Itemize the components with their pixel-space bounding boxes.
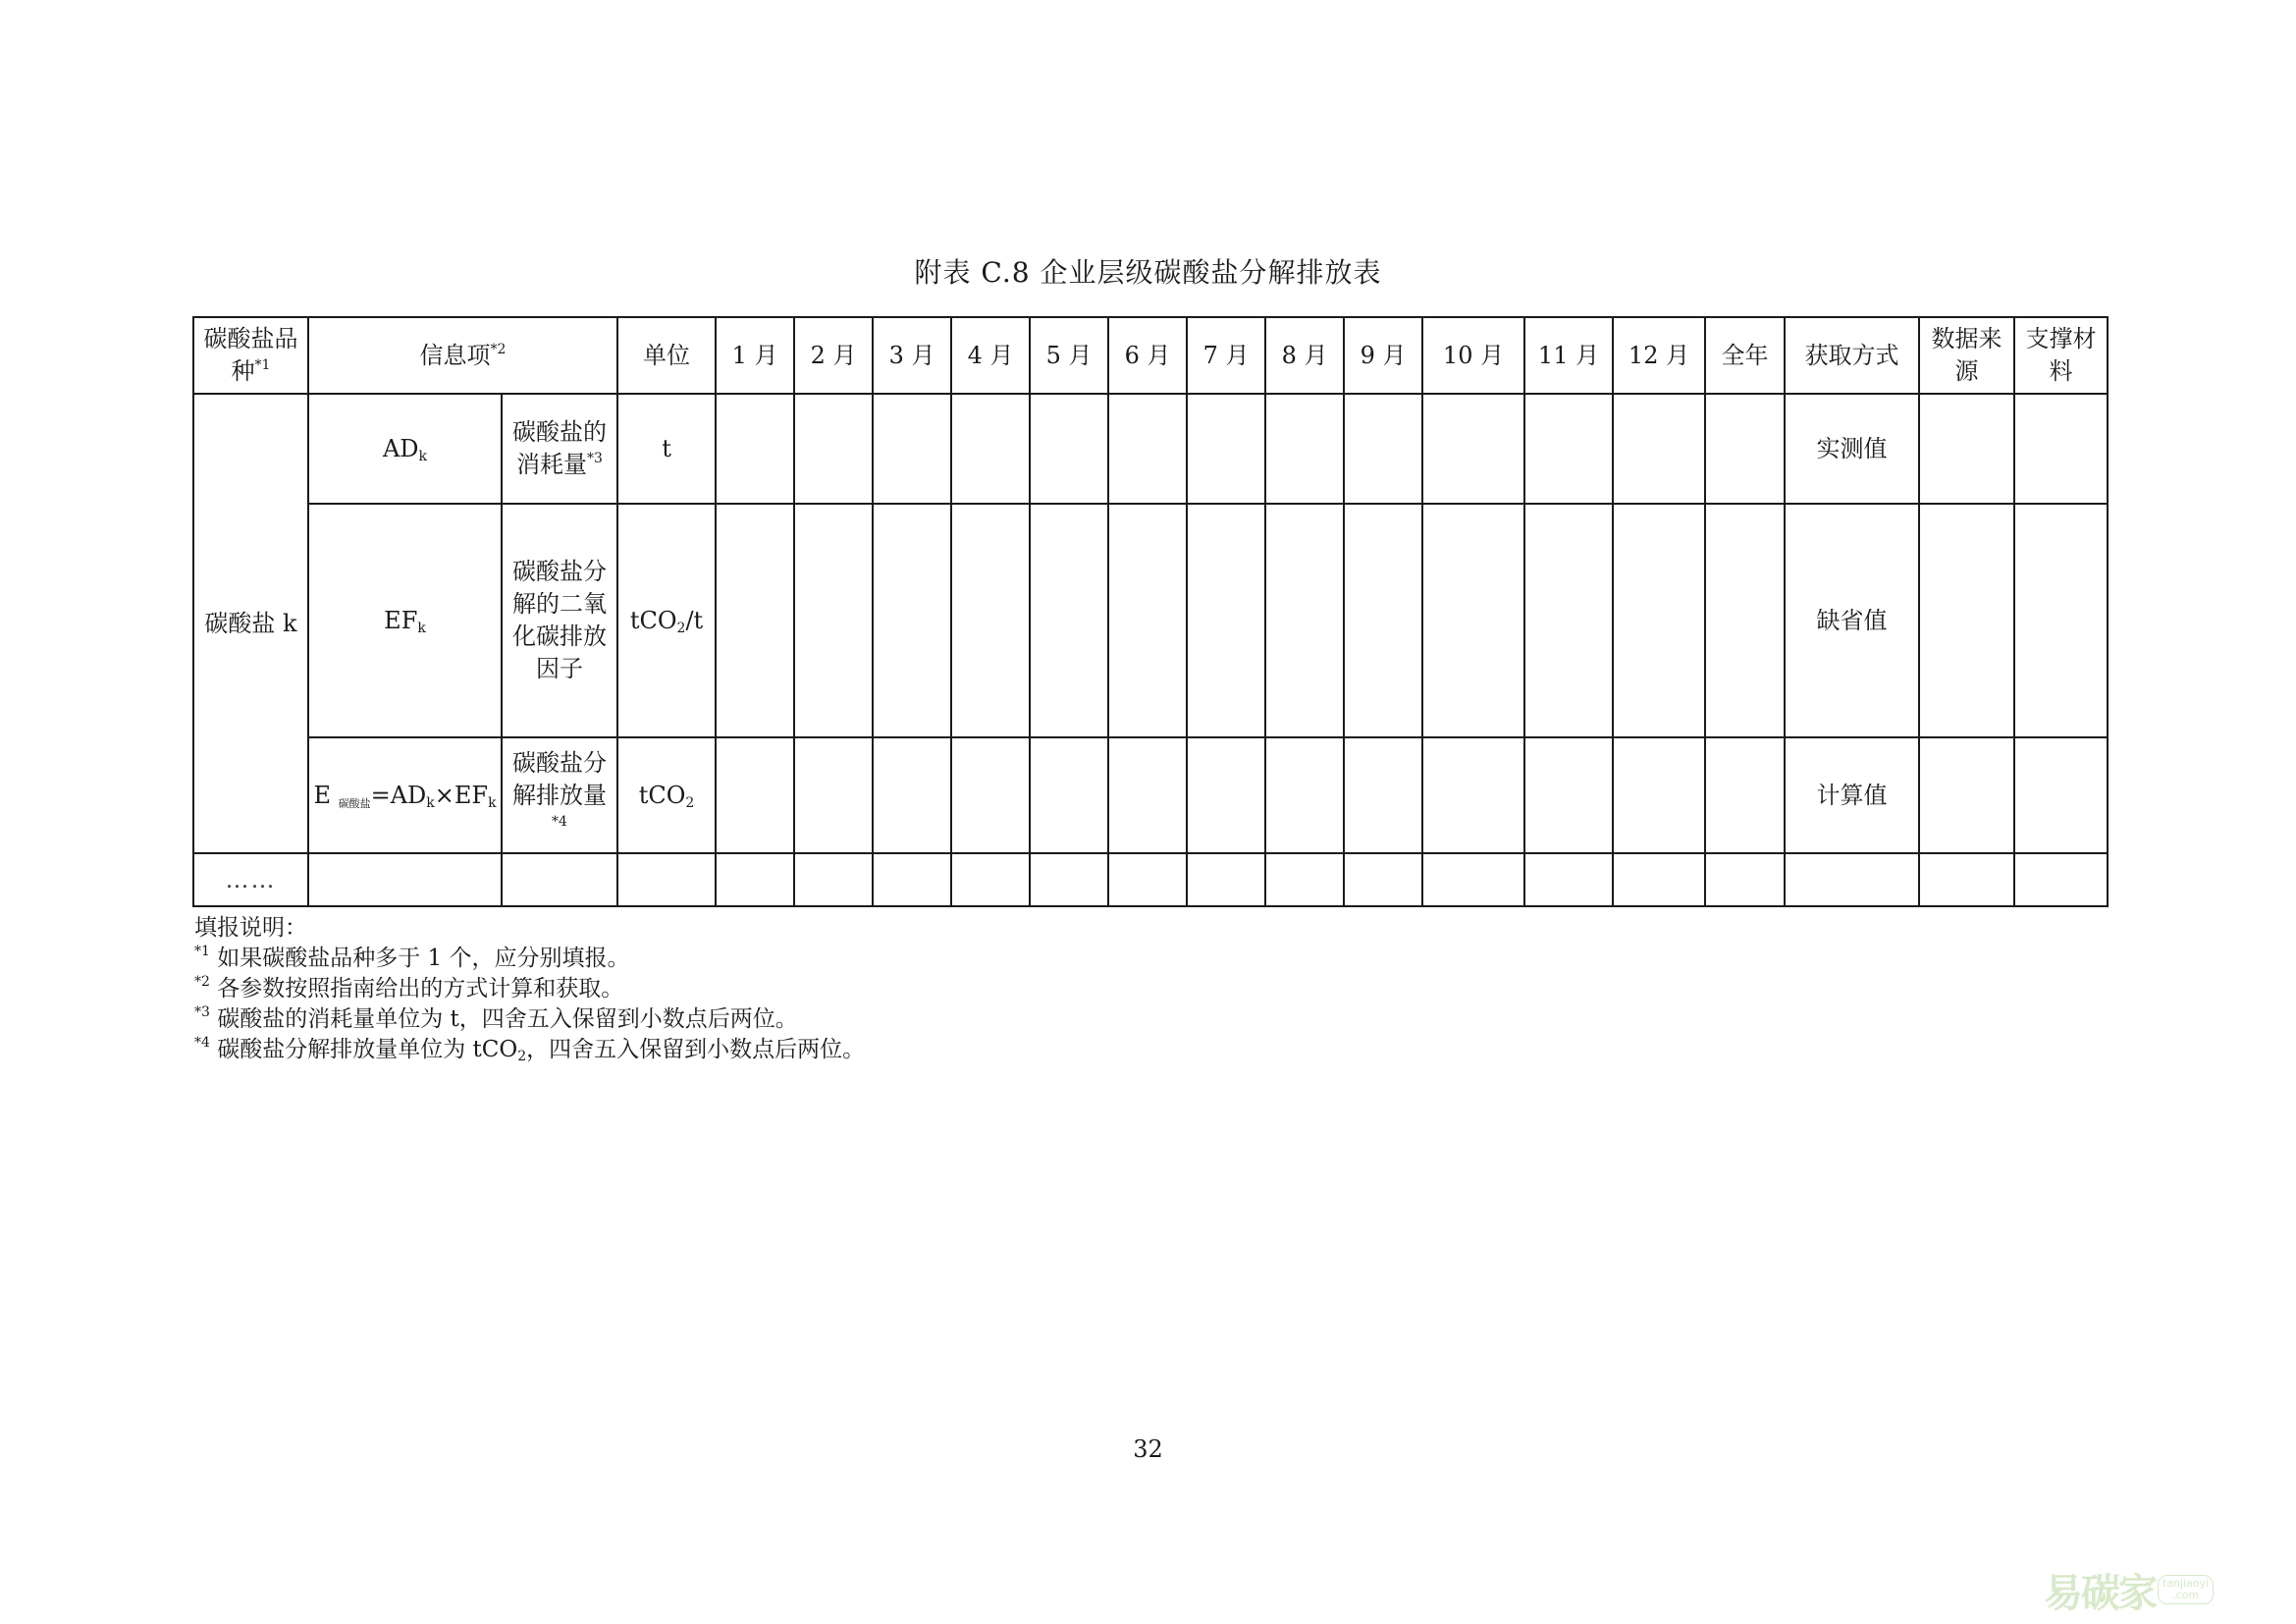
watermark-logo (2044, 1567, 2214, 1616)
data-cell[interactable] (1524, 737, 1613, 853)
data-cell[interactable] (1785, 853, 1919, 906)
header-month: 9 月 (1344, 317, 1422, 394)
unit-e: tCO$_2$ (617, 737, 716, 853)
data-cell[interactable] (1919, 853, 2014, 906)
header-month: 11 月 (1524, 317, 1613, 394)
table-row-ef (193, 504, 2108, 737)
header-month: 1 月 (716, 317, 794, 394)
header-source: 数据来源 (1919, 317, 2014, 394)
data-cell[interactable] (1524, 853, 1613, 906)
note-item: $^{*2}$ 各参数按照指南给出的方式计算和获取。 (194, 974, 624, 1001)
fill-notes (194, 913, 865, 1065)
header-month: 6 月 (1108, 317, 1187, 394)
data-cell[interactable] (716, 504, 794, 737)
symbol-ad: $AD_k$ (308, 394, 502, 504)
data-cell[interactable] (873, 853, 951, 906)
data-cell[interactable] (873, 737, 951, 853)
note-item: $^{*1}$ 如果碳酸盐品种多于 1 个，应分别填报。 (194, 944, 630, 971)
note-item: $^{*3}$ 碳酸盐的消耗量单位为 t，四舍五入保留到小数点后两位。 (194, 1004, 798, 1032)
method-ef: 缺省值 (1785, 504, 1919, 737)
header-support: 支撑材料 (2014, 317, 2108, 394)
data-cell[interactable] (1030, 737, 1108, 853)
header-month: 12 月 (1613, 317, 1705, 394)
data-cell[interactable] (1422, 737, 1524, 853)
support-cell[interactable] (2014, 504, 2108, 737)
year-cell[interactable] (1705, 737, 1785, 853)
data-cell[interactable] (1108, 504, 1187, 737)
data-cell[interactable] (951, 737, 1030, 853)
data-cell[interactable] (2014, 853, 2108, 906)
method-e: 计算值 (1785, 737, 1919, 853)
data-cell[interactable] (1030, 853, 1108, 906)
watermark-brand: 易碳家 (2044, 1570, 2156, 1616)
data-cell[interactable] (951, 394, 1030, 504)
data-cell[interactable] (1108, 853, 1187, 906)
data-cell[interactable] (1613, 737, 1705, 853)
source-cell[interactable] (1919, 504, 2014, 737)
data-cell[interactable] (1265, 853, 1344, 906)
method-ad: 实测值 (1785, 394, 1919, 504)
unit-ad: t (617, 394, 716, 504)
table-row-ellipsis (193, 853, 2108, 906)
name-ad: 碳酸盐的消耗量$^{*3}$ (502, 394, 617, 504)
carbonate-emission-table (192, 316, 2109, 907)
header-month: 3 月 (873, 317, 951, 394)
data-cell[interactable] (1108, 737, 1187, 853)
header-month: 8 月 (1265, 317, 1344, 394)
data-cell[interactable] (1265, 504, 1344, 737)
data-cell[interactable] (716, 853, 794, 906)
data-cell[interactable] (794, 853, 873, 906)
header-variety: 碳酸盐品种$^{*1}$ (193, 317, 308, 394)
data-cell[interactable] (1187, 737, 1265, 853)
header-month: 7 月 (1187, 317, 1265, 394)
data-cell[interactable] (1524, 504, 1613, 737)
group-label: 碳酸盐 k (193, 394, 308, 853)
data-cell[interactable] (873, 394, 951, 504)
data-cell[interactable] (1187, 853, 1265, 906)
header-month: 5 月 (1030, 317, 1108, 394)
data-cell[interactable] (1030, 504, 1108, 737)
data-cell[interactable] (1265, 394, 1344, 504)
data-cell[interactable] (1613, 504, 1705, 737)
header-method: 获取方式 (1785, 317, 1919, 394)
data-cell[interactable] (873, 504, 951, 737)
support-cell[interactable] (2014, 737, 2108, 853)
watermark-domain: tanjiaoyi .com (2158, 1575, 2214, 1604)
formula-e: E $_{碳酸盐}=AD_k\times EF_k$ (308, 737, 502, 853)
data-cell[interactable] (794, 504, 873, 737)
page-number: 32 (1133, 1435, 1163, 1463)
note-item: $^{*4}$ 碳酸盐分解排放量单位为 tCO$_2$，四舍五入保留到小数点后两位。 (194, 1035, 866, 1064)
data-cell[interactable] (308, 853, 502, 906)
data-cell[interactable] (1422, 504, 1524, 737)
header-year: 全年 (1705, 317, 1785, 394)
header-info: 信息项$^{*2}$ (308, 317, 617, 394)
data-cell[interactable] (1613, 853, 1705, 906)
header-row (193, 317, 2108, 394)
name-ef: 碳酸盐分解的二氧化碳排放因子 (502, 504, 617, 737)
data-cell[interactable] (794, 394, 873, 504)
source-cell[interactable] (1919, 394, 2014, 504)
data-cell[interactable] (951, 504, 1030, 737)
data-cell[interactable] (1108, 394, 1187, 504)
data-cell[interactable] (502, 853, 617, 906)
ellipsis-cell: …… (193, 853, 308, 906)
header-month: 10 月 (1422, 317, 1524, 394)
year-cell[interactable] (1705, 394, 1785, 504)
data-cell[interactable] (1187, 394, 1265, 504)
data-cell[interactable] (1344, 394, 1422, 504)
header-month: 4 月 (951, 317, 1030, 394)
data-cell[interactable] (794, 737, 873, 853)
data-cell[interactable] (1265, 737, 1344, 853)
data-cell[interactable] (1705, 853, 1785, 906)
year-cell[interactable] (1705, 504, 1785, 737)
data-cell[interactable] (1344, 737, 1422, 853)
data-cell[interactable] (716, 394, 794, 504)
symbol-ef: $EF_k$ (308, 504, 502, 737)
table-row-ad (193, 394, 2108, 504)
data-cell[interactable] (1613, 394, 1705, 504)
data-cell[interactable] (1344, 853, 1422, 906)
data-cell[interactable] (1524, 394, 1613, 504)
notes-heading: 填报说明： (194, 915, 307, 941)
header-unit: 单位 (617, 317, 716, 394)
table-row-e (193, 737, 2108, 853)
table-title: 附表 C.8 企业层级碳酸盐分解排放表 (914, 256, 1382, 289)
data-cell[interactable] (1030, 394, 1108, 504)
data-cell[interactable] (617, 853, 716, 906)
support-cell[interactable] (2014, 394, 2108, 504)
source-cell[interactable] (1919, 737, 2014, 853)
data-cell[interactable] (1187, 504, 1265, 737)
data-cell[interactable] (1422, 853, 1524, 906)
data-cell[interactable] (1422, 394, 1524, 504)
name-e: 碳酸盐分解排放量 $^{*4}$ (502, 737, 617, 853)
data-cell[interactable] (1344, 504, 1422, 737)
data-cell[interactable] (716, 737, 794, 853)
data-cell[interactable] (951, 853, 1030, 906)
unit-ef: tCO$_2$/t (617, 504, 716, 737)
header-month: 2 月 (794, 317, 873, 394)
